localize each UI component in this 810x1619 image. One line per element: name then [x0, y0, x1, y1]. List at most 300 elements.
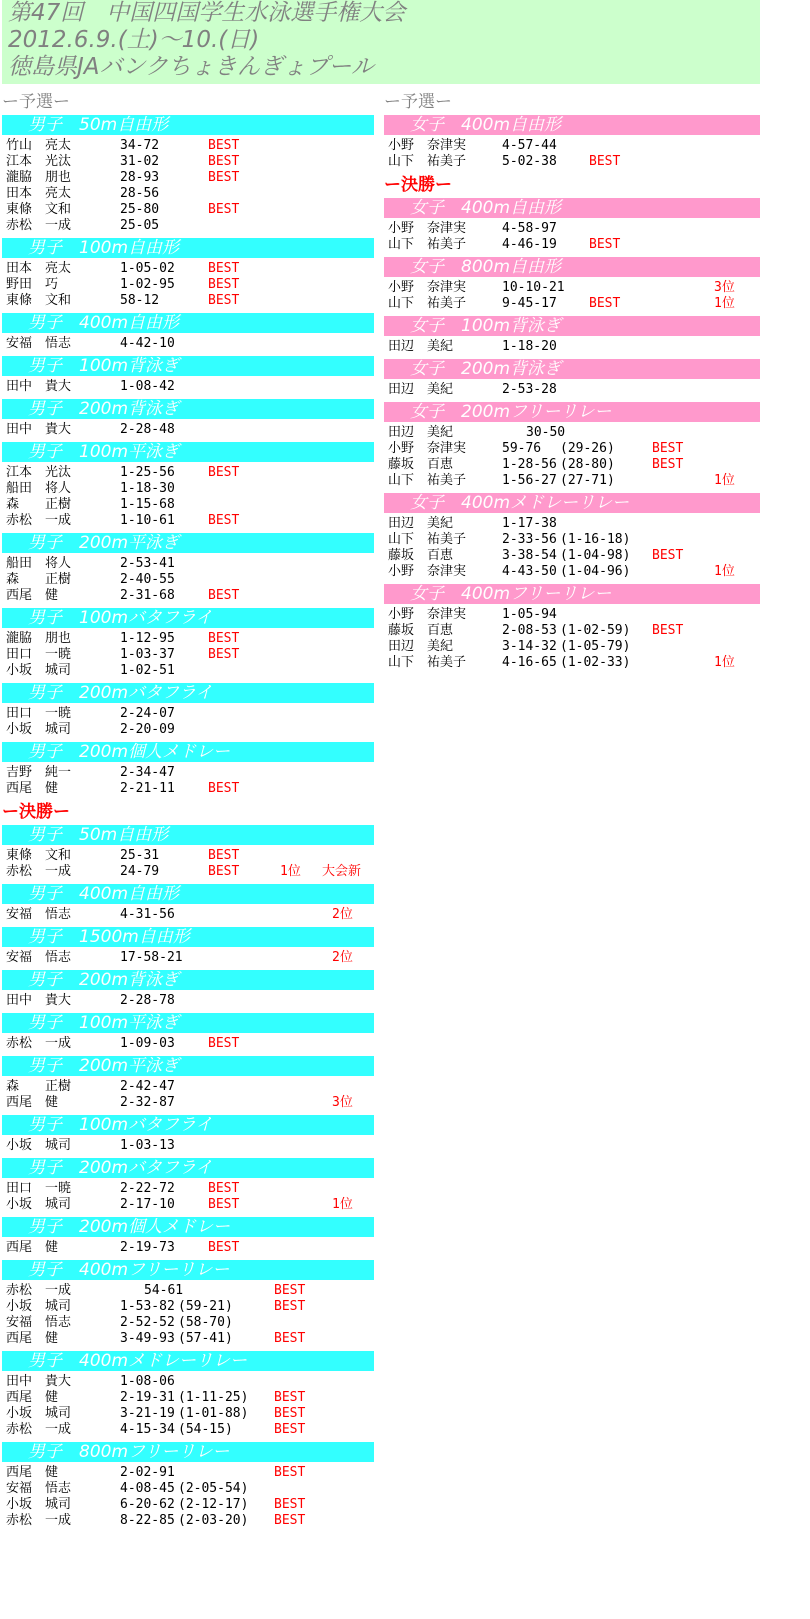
result-time: 2-08-53: [502, 623, 557, 638]
event-header: 男子 200mバタフライ: [2, 1158, 374, 1178]
result-row: [384, 623, 760, 639]
result-row: [2, 497, 374, 513]
result-time: 1-10-61: [120, 513, 175, 528]
result-time: 2-53-28: [502, 382, 557, 397]
result-time: 2-31-68: [120, 588, 175, 603]
swimmer-name: 安福 悟志: [6, 950, 72, 965]
result-time: 1-15-68: [120, 497, 175, 512]
result-time: 1-17-38: [502, 516, 557, 531]
split-time: (1-02-33): [560, 655, 631, 670]
result-row: [2, 848, 374, 864]
swimmer-name: 田中 貴大: [6, 379, 72, 394]
result-row: [2, 1197, 374, 1213]
result-row: [384, 339, 760, 355]
swimmer-name: 安福 悟志: [6, 336, 72, 351]
result-row: [384, 655, 760, 671]
swimmer-name: 森 正樹: [6, 497, 72, 512]
swimmer-name: 赤松 一成: [6, 864, 72, 879]
spacer: [2, 438, 374, 441]
result-row: [2, 706, 374, 722]
result-time: 1-05-02: [120, 261, 175, 276]
best-badge: BEST: [274, 1406, 306, 1421]
result-time: 3-21-19: [120, 1406, 175, 1421]
result-row: [2, 202, 374, 218]
result-time: 2-19-31: [120, 1390, 175, 1405]
result-row: [2, 1481, 374, 1497]
best-badge: BEST: [274, 1283, 306, 1298]
swimmer-name: 森 正樹: [6, 572, 72, 587]
result-row: [384, 457, 760, 473]
spacer: [384, 671, 760, 674]
swimmer-name: 安福 悟志: [6, 907, 72, 922]
swimmer-name: 藤坂 百恵: [388, 623, 454, 638]
result-row: [384, 548, 760, 564]
result-row: [2, 588, 374, 604]
spacer: [2, 1154, 374, 1157]
best-badge: BEST: [208, 1240, 240, 1255]
split-time: (1-04-98): [560, 548, 631, 563]
swimmer-name: 赤松 一成: [6, 1283, 72, 1298]
swimmer-name: 山下 祐美子: [388, 532, 467, 547]
result-row: [2, 481, 374, 497]
event-header: 男子 200m平泳ぎ: [2, 1056, 374, 1076]
swimmer-name: 小野 奈津実: [388, 564, 467, 579]
result-row: [2, 154, 374, 170]
result-time: 25-80: [120, 202, 160, 217]
result-row: [384, 425, 760, 441]
meet-venue: 徳島県JAバンクちょきんぎょプール: [8, 54, 374, 80]
best-badge: BEST: [274, 1465, 306, 1480]
best-badge: BEST: [208, 1197, 240, 1212]
result-time: 4-42-10: [120, 336, 175, 351]
best-badge: BEST: [208, 848, 240, 863]
section-label-finals: ー決勝ー: [384, 175, 452, 195]
swimmer-name: 田口 一暁: [6, 1181, 72, 1196]
result-time: 2-21-11: [120, 781, 175, 796]
result-row: [2, 556, 374, 572]
event-header: 男子 800mフリーリレー: [2, 1442, 374, 1462]
event-header: 女子 100m背泳ぎ: [384, 316, 760, 336]
event-header: 女子 800m自由形: [384, 257, 760, 277]
swimmer-name: 東條 文和: [6, 848, 72, 863]
result-row: [2, 218, 374, 234]
spacer: [2, 1347, 374, 1350]
swimmer-name: 小野 奈津実: [388, 441, 467, 456]
spacer: [2, 1111, 374, 1114]
best-badge: BEST: [208, 647, 240, 662]
spacer: [2, 309, 374, 312]
event-header: 女子 400mフリーリレー: [384, 584, 760, 604]
swimmer-name: 小坂 城司: [6, 1197, 72, 1212]
split-time: (27-71): [560, 473, 615, 488]
swimmer-name: 吉野 純一: [6, 765, 72, 780]
swimmer-name: 田口 一暁: [6, 706, 72, 721]
result-time: 1-02-95: [120, 277, 175, 292]
best-badge: BEST: [208, 202, 240, 217]
rank-badge: 1位: [280, 864, 301, 879]
result-time: 4-58-97: [502, 221, 557, 236]
swimmer-name: 小野 奈津実: [388, 138, 467, 153]
rank-badge: 3位: [332, 1095, 353, 1110]
result-time: 2-40-55: [120, 572, 175, 587]
result-row: [2, 663, 374, 679]
result-time: 31-02: [120, 154, 160, 169]
result-row: [2, 1299, 374, 1315]
event-header: 男子 100mバタフライ: [2, 1115, 374, 1135]
result-time: 3-38-54: [502, 548, 557, 563]
result-time: 2-33-56: [502, 532, 557, 547]
swimmer-name: 田辺 美紀: [388, 339, 454, 354]
swimmer-name: 西尾 健: [6, 1095, 59, 1110]
swimmer-name: 安福 悟志: [6, 1315, 72, 1330]
result-time: 9-45-17: [502, 296, 557, 311]
header-banner: [2, 0, 760, 84]
result-time: 2-28-78: [120, 993, 175, 1008]
result-time: 1-03-13: [120, 1138, 175, 1153]
swimmer-name: 田本 亮太: [6, 261, 72, 276]
event-header: 男子 100m背泳ぎ: [2, 356, 374, 376]
result-row: [2, 1465, 374, 1481]
swimmer-name: 田中 貴大: [6, 993, 72, 1008]
rank-badge: 2位: [332, 907, 353, 922]
result-time: 2-52-52: [120, 1315, 175, 1330]
result-time: 28-56: [120, 186, 160, 201]
result-row: [384, 516, 760, 532]
spacer: [384, 253, 760, 256]
best-badge: BEST: [208, 277, 240, 292]
swimmer-name: 東條 文和: [6, 202, 72, 217]
event-header: 女子 400m自由形: [384, 115, 760, 135]
event-header: 男子 400m自由形: [2, 313, 374, 333]
event-header: 男子 50m自由形: [2, 115, 374, 135]
result-time: 2-22-72: [120, 1181, 175, 1196]
event-header: 男子 100m平泳ぎ: [2, 442, 374, 462]
swimmer-name: 山下 祐美子: [388, 473, 467, 488]
split-time: (2-12-17): [178, 1497, 249, 1512]
result-time: 1-18-30: [120, 481, 175, 496]
split-time: (2-03-20): [178, 1513, 249, 1528]
result-row: [2, 465, 374, 481]
result-row: [2, 1374, 374, 1390]
swimmer-name: 山下 祐美子: [388, 655, 467, 670]
event-header: 男子 1500m自由形: [2, 927, 374, 947]
result-time: 34-72: [120, 138, 160, 153]
result-time: 25-31: [120, 848, 160, 863]
result-row: [384, 154, 760, 170]
swimmer-name: 西尾 健: [6, 1240, 59, 1255]
swimmer-name: 田口 一暁: [6, 647, 72, 662]
result-time: 6-20-62: [120, 1497, 175, 1512]
meet-dates: 2012.6.9.(土)～10.(日): [8, 27, 260, 53]
best-badge: BEST: [208, 588, 240, 603]
result-time: 17-58-21: [120, 950, 183, 965]
result-time: 1-53-82: [120, 1299, 175, 1314]
swimmer-name: 瀧脇 朋也: [6, 170, 72, 185]
result-time: 1-12-95: [120, 631, 175, 646]
spacer: [2, 1052, 374, 1055]
result-time: 28-93: [120, 170, 160, 185]
swimmer-name: 山下 祐美子: [388, 154, 467, 169]
split-time: (1-11-25): [178, 1390, 249, 1405]
split-time: (1-02-59): [560, 623, 631, 638]
best-badge: BEST: [274, 1331, 306, 1346]
swimmer-name: 野田 巧: [6, 277, 59, 292]
result-row: [2, 631, 374, 647]
swimmer-name: 瀧脇 朋也: [6, 631, 72, 646]
result-row: [384, 138, 760, 154]
result-time: 4-16-65: [502, 655, 557, 670]
result-row: [384, 473, 760, 489]
result-time: 1-05-94: [502, 607, 557, 622]
spacer: [2, 880, 374, 883]
result-time: 2-20-09: [120, 722, 175, 737]
swimmer-name: 安福 悟志: [6, 1481, 72, 1496]
best-badge: BEST: [208, 138, 240, 153]
spacer: [2, 966, 374, 969]
swimmer-name: 山下 祐美子: [388, 237, 467, 252]
rank-badge: 1位: [714, 564, 735, 579]
spacer: [2, 679, 374, 682]
result-row: [384, 441, 760, 457]
swimmer-name: 森 正樹: [6, 1079, 72, 1094]
best-badge: BEST: [652, 623, 684, 638]
best-badge: BEST: [652, 457, 684, 472]
result-row: [2, 1331, 374, 1347]
spacer: [2, 352, 374, 355]
result-time: 54-61: [144, 1283, 184, 1298]
result-row: [384, 532, 760, 548]
spacer: [2, 738, 374, 741]
result-row: [2, 513, 374, 529]
swimmer-name: 山下 祐美子: [388, 296, 467, 311]
swimmer-name: 江本 光汰: [6, 465, 72, 480]
result-time: 59-76: [502, 441, 542, 456]
event-header: 女子 400mメドレーリレー: [384, 493, 760, 513]
event-header: 男子 200m個人メドレー: [2, 742, 374, 762]
swimmer-name: 田辺 美紀: [388, 382, 454, 397]
result-row: [2, 1181, 374, 1197]
result-time: 30-50: [526, 425, 566, 440]
split-time: (57-41): [178, 1331, 233, 1346]
result-row: [2, 1497, 374, 1513]
result-row: [384, 607, 760, 623]
best-badge: BEST: [208, 154, 240, 169]
result-time: 10-10-21: [502, 280, 565, 295]
result-time: 2-28-48: [120, 422, 175, 437]
result-row: [2, 422, 374, 438]
result-row: [2, 1422, 374, 1438]
result-time: 25-05: [120, 218, 160, 233]
swimmer-name: 田本 亮太: [6, 186, 72, 201]
result-row: [2, 950, 374, 966]
result-row: [384, 237, 760, 253]
spacer: [384, 355, 760, 358]
swimmer-name: 西尾 健: [6, 588, 59, 603]
result-row: [384, 382, 760, 398]
result-time: 4-57-44: [502, 138, 557, 153]
men-results-column: [2, 90, 374, 1532]
result-time: 4-46-19: [502, 237, 557, 252]
spacer: [384, 489, 760, 492]
split-time: (29-26): [560, 441, 615, 456]
event-header: 男子 200m背泳ぎ: [2, 970, 374, 990]
swimmer-name: 田辺 美紀: [388, 425, 454, 440]
result-row: [2, 864, 374, 880]
best-badge: BEST: [208, 293, 240, 308]
result-row: [2, 1240, 374, 1256]
swimmer-name: 小坂 城司: [6, 722, 72, 737]
split-time: (1-04-96): [560, 564, 631, 579]
best-badge: BEST: [208, 170, 240, 185]
result-row: [2, 261, 374, 277]
best-badge: BEST: [652, 548, 684, 563]
split-time: (54-15): [178, 1422, 233, 1437]
swimmer-name: 小野 奈津実: [388, 221, 467, 236]
best-badge: BEST: [589, 296, 621, 311]
event-header: 男子 400m自由形: [2, 884, 374, 904]
swimmer-name: 小坂 城司: [6, 1406, 72, 1421]
swimmer-name: 船田 将人: [6, 481, 72, 496]
result-row: [2, 293, 374, 309]
result-row: [2, 907, 374, 923]
rank-badge: 1位: [714, 296, 735, 311]
spacer: [2, 395, 374, 398]
result-time: 3-14-32: [502, 639, 557, 654]
rank-badge: 1位: [332, 1197, 353, 1212]
swimmer-name: 小野 奈津実: [388, 607, 467, 622]
spacer: [384, 312, 760, 315]
result-time: 2-24-07: [120, 706, 175, 721]
result-time: 1-03-37: [120, 647, 175, 662]
result-row: [2, 572, 374, 588]
best-badge: BEST: [208, 1036, 240, 1051]
swimmer-name: 江本 光汰: [6, 154, 72, 169]
women-results-column: [384, 90, 760, 674]
result-row: [2, 1390, 374, 1406]
event-header: 男子 100mバタフライ: [2, 608, 374, 628]
result-row: [2, 1283, 374, 1299]
result-time: 1-28-56: [502, 457, 557, 472]
result-time: 1-09-03: [120, 1036, 175, 1051]
spacer: [2, 1529, 374, 1532]
meet-record-badge: 大会新: [322, 864, 362, 879]
swimmer-name: 田辺 美紀: [388, 639, 454, 654]
result-row: [2, 1315, 374, 1331]
spacer: [384, 398, 760, 401]
best-badge: BEST: [208, 513, 240, 528]
event-header: 男子 200mバタフライ: [2, 683, 374, 703]
swimmer-name: 赤松 一成: [6, 218, 72, 233]
result-time: 1-18-20: [502, 339, 557, 354]
best-badge: BEST: [208, 465, 240, 480]
result-row: [2, 781, 374, 797]
swimmer-name: 赤松 一成: [6, 1513, 72, 1528]
split-time: (58-70): [178, 1315, 233, 1330]
event-header: 女子 200mフリーリレー: [384, 402, 760, 422]
best-badge: BEST: [274, 1497, 306, 1512]
spacer: [2, 923, 374, 926]
best-badge: BEST: [274, 1390, 306, 1405]
section-label-finals: ー決勝ー: [2, 802, 70, 822]
result-row: [384, 280, 760, 296]
result-time: 4-08-45: [120, 1481, 175, 1496]
swimmer-name: 赤松 一成: [6, 1422, 72, 1437]
event-header: 女子 200m背泳ぎ: [384, 359, 760, 379]
best-badge: BEST: [208, 1181, 240, 1196]
best-badge: BEST: [589, 237, 621, 252]
result-time: 2-53-41: [120, 556, 175, 571]
spacer: [2, 1438, 374, 1441]
result-row: [2, 1406, 374, 1422]
best-badge: BEST: [208, 781, 240, 796]
result-time: 1-25-56: [120, 465, 175, 480]
result-time: 2-19-73: [120, 1240, 175, 1255]
result-time: 4-31-56: [120, 907, 175, 922]
result-row: [384, 221, 760, 237]
split-time: (1-16-18): [560, 532, 631, 547]
result-row: [2, 336, 374, 352]
swimmer-name: 赤松 一成: [6, 1036, 72, 1051]
spacer: [2, 529, 374, 532]
result-row: [2, 277, 374, 293]
result-time: 1-08-06: [120, 1374, 175, 1389]
swimmer-name: 船田 将人: [6, 556, 72, 571]
result-time: 4-43-50: [502, 564, 557, 579]
result-time: 2-17-10: [120, 1197, 175, 1212]
best-badge: BEST: [208, 631, 240, 646]
swimmer-name: 小坂 城司: [6, 1138, 72, 1153]
swimmer-name: 田辺 美紀: [388, 516, 454, 531]
result-time: 1-02-51: [120, 663, 175, 678]
rank-badge: 1位: [714, 655, 735, 670]
result-row: [384, 639, 760, 655]
swimmer-name: 小野 奈津実: [388, 280, 467, 295]
swimmer-name: 田中 貴大: [6, 1374, 72, 1389]
split-time: (2-05-54): [178, 1481, 249, 1496]
result-row: [2, 1138, 374, 1154]
result-row: [384, 564, 760, 580]
swimmer-name: 西尾 健: [6, 1331, 59, 1346]
event-header: 男子 100m自由形: [2, 238, 374, 258]
split-time: (59-21): [178, 1299, 233, 1314]
result-row: [2, 993, 374, 1009]
swimmer-name: 藤坂 百恵: [388, 548, 454, 563]
swimmer-name: 西尾 健: [6, 1390, 59, 1405]
split-time: (1-01-88): [178, 1406, 249, 1421]
swimmer-name: 小坂 城司: [6, 663, 72, 678]
result-row: [2, 647, 374, 663]
result-time: 2-34-47: [120, 765, 175, 780]
swimmer-name: 田中 貴大: [6, 422, 72, 437]
rank-badge: 3位: [714, 280, 735, 295]
meet-title: 第47回 中国四国学生水泳選手権大会: [8, 0, 406, 26]
result-row: [2, 1036, 374, 1052]
best-badge: BEST: [208, 261, 240, 276]
result-row: [2, 170, 374, 186]
swimmer-name: 藤坂 百恵: [388, 457, 454, 472]
best-badge: BEST: [208, 864, 240, 879]
result-time: 3-49-93: [120, 1331, 175, 1346]
spacer: [2, 1213, 374, 1216]
result-row: [2, 138, 374, 154]
rank-badge: 1位: [714, 473, 735, 488]
result-row: [2, 1513, 374, 1529]
section-label-prelims: ー予選ー: [384, 92, 452, 112]
event-header: 男子 50m自由形: [2, 825, 374, 845]
spacer: [2, 234, 374, 237]
event-header: 男子 400mフリーリレー: [2, 1260, 374, 1280]
result-time: 2-32-87: [120, 1095, 175, 1110]
